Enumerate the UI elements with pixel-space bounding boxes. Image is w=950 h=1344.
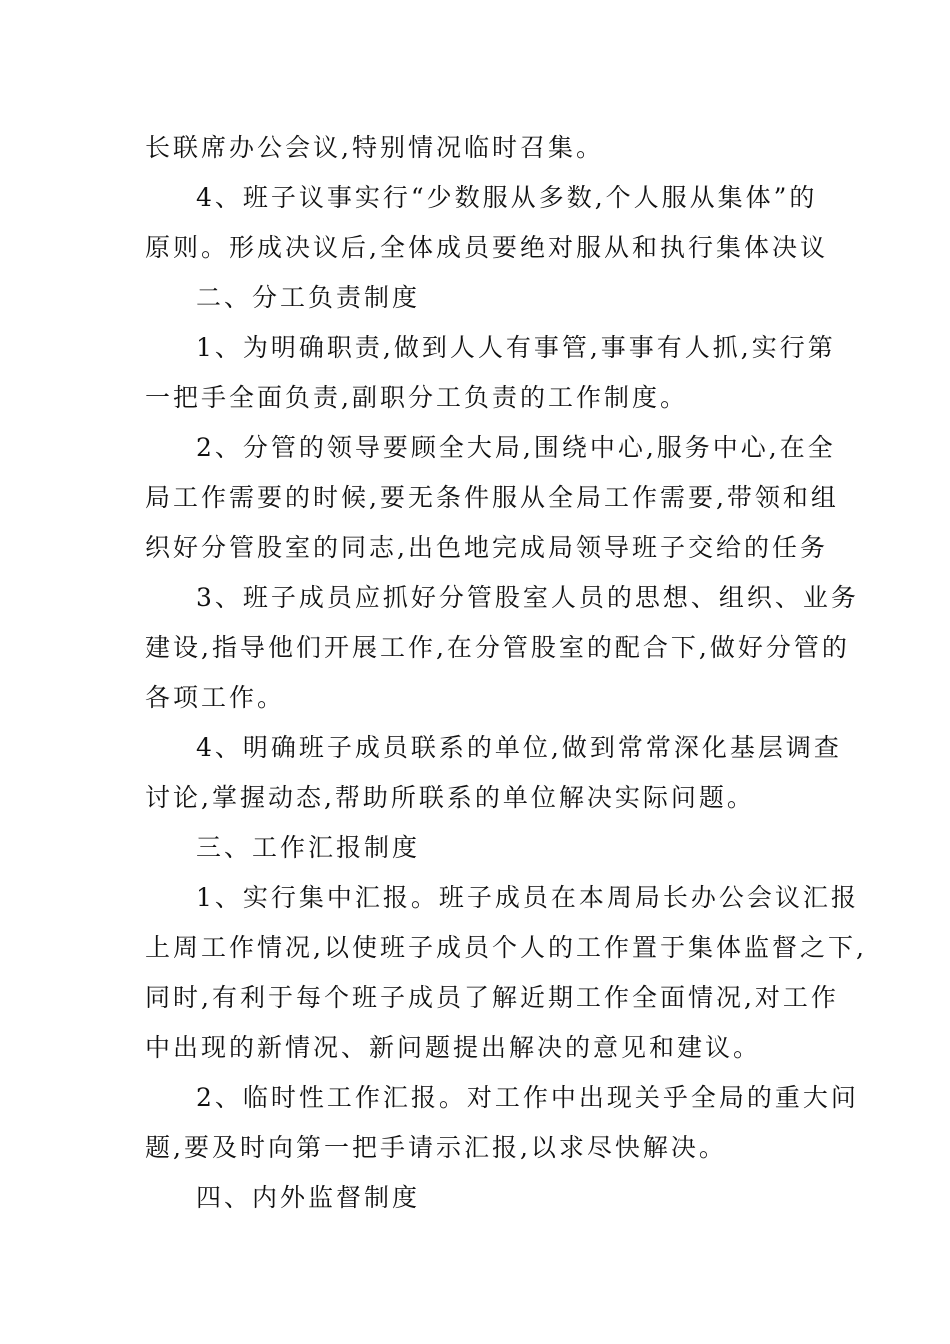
text-line: 建设,指导他们开展工作,在分管股室的配合下,做好分管的 <box>145 633 850 662</box>
text-line: 4、班子议事实行“少数服从多数,个人服从集体”的 <box>196 183 818 212</box>
text-line: 中出现的新情况、新问题提出解决的意见和建议。 <box>145 1033 762 1062</box>
section-heading: 二、分工负责制度 <box>196 283 421 312</box>
section-heading: 四、内外监督制度 <box>196 1183 421 1212</box>
section-heading: 三、工作汇报制度 <box>196 833 421 862</box>
text-line: 2、临时性工作汇报。对工作中出现关乎全局的重大问 <box>196 1083 859 1112</box>
text-line: 1、实行集中汇报。班子成员在本周局长办公会议汇报 <box>196 883 859 912</box>
text-line: 上周工作情况,以使班子成员个人的工作置于集体监督之下, <box>145 933 867 962</box>
text-line: 织好分管股室的同志,出色地完成局领导班子交给的任务 <box>145 533 828 562</box>
text-line: 同时,有利于每个班子成员了解近期工作全面情况,对工作 <box>145 983 839 1012</box>
text-line: 原则。形成决议后,全体成员要绝对服从和执行集体决议 <box>145 233 828 262</box>
text-line: 4、明确班子成员联系的单位,做到常常深化基层调查 <box>196 733 842 762</box>
text-line: 题,要及时向第一把手请示汇报,以求尽快解决。 <box>145 1133 727 1162</box>
text-line: 局工作需要的时候,要无条件服从全局工作需要,带领和组 <box>145 483 839 512</box>
text-line: 长联席办公会议,特别情况临时召集。 <box>145 133 604 162</box>
text-line: 2、分管的领导要顾全大局,围绕中心,服务中心,在全 <box>196 433 836 462</box>
text-line: 1、为明确职责,做到人人有事管,事事有人抓,实行第 <box>196 333 836 362</box>
text-line: 各项工作。 <box>145 683 286 712</box>
text-line: 一把手全面负责,副职分工负责的工作制度。 <box>145 383 688 412</box>
text-line: 3、班子成员应抓好分管股室人员的思想、组织、业务 <box>196 583 859 612</box>
text-line: 讨论,掌握动态,帮助所联系的单位解决实际问题。 <box>145 783 755 812</box>
